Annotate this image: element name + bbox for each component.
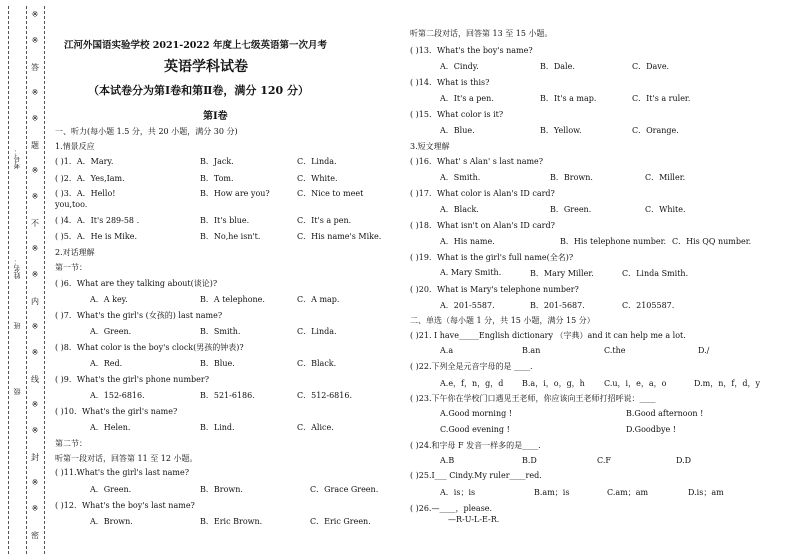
subsection-heading: 1.情景反应 [55,142,95,151]
option-a: A．Green. [90,327,132,336]
option-a: A．His name. [440,237,495,246]
option-c: C．Miller. [645,173,686,182]
question-17: ( )17．What color is Alan's ID card? [410,189,555,198]
seal-dashed-line [44,6,45,554]
question-8: ( )8．What color is the boy's clock(男孩的钟表)? [55,343,244,352]
seal-char: 封 [31,453,39,462]
option-a: A．Smith. [440,173,481,182]
question-11: ( )11.What's the girl's last name? [55,468,189,477]
option-a: A．201-5587. [440,301,495,310]
part-title: 第Ⅰ卷 [203,111,228,122]
part-heading: 第二节： [55,439,87,448]
option-b: B．Lind. [200,423,235,432]
part-heading: 第一节： [55,263,87,272]
option-a: A．Blue. [440,126,475,135]
option-b: B.an [522,346,541,355]
option-c-continued: you,too. [55,200,88,209]
option-b: B．Yellow. [540,126,582,135]
option-b: B．Smith. [200,327,241,336]
option-a: A．Brown. [90,517,133,526]
option-c: C．Linda Smith. [622,269,689,278]
option-b: B．How are you? [200,189,270,198]
option-b: B．Brown. [550,173,593,182]
question-20: ( )20．What is Mary's telephone number? [410,285,579,294]
seal-char: ※ [31,400,39,409]
seal-char: ※ [31,244,39,253]
option-b: B．Green. [550,205,592,214]
option-b: B．His telephone number. [560,237,667,246]
option-b: B．Eric Brown. [200,517,263,526]
option-c: C．512-6816. [297,391,352,400]
option-d: D./ [698,346,710,355]
option-a: A．Cindy. [440,62,479,71]
seal-char: 题 [31,141,39,150]
dialogue-line: —R-U-L-E-R. [448,515,500,524]
option-c: C．Orange. [632,126,679,135]
listening-note: 听第二段对话，回答第 13 至 15 小题。 [410,29,553,38]
option-c: C．Linda. [297,327,337,336]
question-5: ( )5．A．He is Mike. [55,232,137,241]
seal-char: ※ [31,166,39,175]
exam-number-label: 考号： [13,148,21,169]
option-b: B．Dale. [540,62,575,71]
option-c: C．Dave. [632,62,670,71]
question-10: ( )10．What's the girl's name? [55,407,178,416]
option-d: D.is；am [688,488,724,497]
option-a: A．A key. [90,295,128,304]
seal-char: ※ [31,114,39,123]
option-c: C．It's a ruler. [632,94,691,103]
option-b: B.a，i，o，g，h [522,379,585,388]
option-c: C．Nice to meet [297,189,364,198]
option-a: A．It's a pen. [440,94,494,103]
listening-note: 听第一段对话，回答第 11 至 12 小题。 [55,454,198,463]
option-a: A．Black. [440,205,479,214]
seal-char: ※ [31,10,39,19]
seal-char: 密 [31,531,39,540]
option-a: A．Helen. [90,423,131,432]
question-19: ( )19．What is the girl's full name(全名)? [410,253,574,262]
exam-subtitle: （本试卷分为第Ⅰ卷和第Ⅱ卷，满分 120 分） [88,84,310,97]
option-c: C．White. [645,205,686,214]
option-c: C．His QQ number. [672,237,752,246]
option-d: D.Goodbye ! [626,425,676,434]
question-14: ( )14．What is this? [410,78,490,87]
option-d: D.D [676,456,692,465]
section-heading: 一、听力(每小题 1.5 分，共 20 小题，满分 30 分) [55,127,238,136]
question-12: ( )12．What's the boy's last name? [55,501,195,510]
student-name-label: 姓名： [13,258,21,279]
question-2: ( )2．A．Yes,Iam. [55,174,125,183]
option-c: C.Good evening ! [440,425,510,434]
option-c: C.F [597,456,611,465]
option-a: A.Good morning ! [440,409,512,418]
option-c: C．A map. [297,295,340,304]
option-c: C．Black. [297,359,337,368]
seal-char: ※ [31,88,39,97]
exam-title: 英语学科试卷 [164,59,248,75]
question-21: ( )21. I have_____English dictionary （字典）and it can help me a lot. [410,331,686,340]
question-18: ( )18．What isn't on Alan's ID card? [410,221,555,230]
option-a: A.B [440,456,455,465]
option-b: B．201-5687. [530,301,585,310]
option-a: A．Green. [90,485,132,494]
seal-char: ※ [31,426,39,435]
option-c: C．Grace Green. [310,485,379,494]
option-a: A．152-6816. [90,391,145,400]
option-d: D.m，n，f，d，y [694,379,761,388]
question-4: ( )4．A．It's 289-58 . [55,216,140,225]
question-3: ( )3．A．Hello! [55,189,116,198]
question-1: ( )1．A．Mary. [55,157,114,166]
question-13: ( )13．What's the boy's name? [410,46,533,55]
seal-char: ※ [31,478,39,487]
question-25: ( )25.I___ Cindy.My ruler____red. [410,471,542,480]
option-c: C．Alice. [297,423,334,432]
subsection-heading: 2.对话理解 [55,248,95,257]
seal-char: 不 [31,219,39,228]
option-b: B.am；is [534,488,570,497]
option-b: B.Good afternoon ! [626,409,704,418]
binding-margin [0,0,46,560]
inner-dashed-line [26,6,27,554]
question-24: ( )24.和字母 F 发音一样多的是____. [410,441,541,450]
seal-char: 内 [31,297,39,306]
option-a: A.a [440,346,454,355]
seal-char: ※ [31,322,39,331]
subsection-heading: 3.短文理解 [410,142,450,151]
option-c: C．2105587. [622,301,675,310]
option-b: B.D [522,456,537,465]
option-c: C．His name's Mike. [297,232,382,241]
school-line: 江河外国语实验学校 2021-2022 年度上七级英语第一次月考 [64,40,327,51]
option-a: A．is；is [440,488,476,497]
section-heading: 二、单选（每小题 1 分，共 15 小题，满分 15 分） [410,316,595,325]
question-26: ( )26.—____，please. [410,504,493,513]
option-c: C.am；am [607,488,649,497]
option-c: C.the [604,346,626,355]
option-b: B．No,he isn't. [200,232,261,241]
seal-char: 答 [31,63,39,72]
class-label-ji: 级 [13,388,21,395]
option-b: B．Jack. [200,157,234,166]
question-15: ( )15．What color is it? [410,110,504,119]
option-b: B．Tom. [200,174,234,183]
option-b: B．521-6186. [200,391,255,400]
option-c: C.u，i，e，a，o [604,379,667,388]
seal-char: ※ [31,36,39,45]
question-22: ( )22.下列全是元音字母的是 ____. [410,362,533,371]
question-23: ( )23.下午你在学校门口遇见王老师，你应该向王老师打招呼说：____ [410,394,656,403]
seal-char: 线 [31,375,39,384]
option-b: B．Blue. [200,359,235,368]
seal-char: ※ [31,192,39,201]
seal-char: ※ [31,504,39,513]
option-b: B．It's blue. [200,216,250,225]
question-16: ( )16．What' s Alan' s last name? [410,157,544,166]
seal-char: ※ [31,270,39,279]
option-c: C．Linda. [297,157,337,166]
question-9: ( )9．What's the girl's phone number? [55,375,210,384]
option-a: A.e，f，n，g，d [440,379,504,388]
option-c: C．Eric Green. [310,517,371,526]
option-b: B．Brown. [200,485,243,494]
class-label-ban: 班 [13,322,21,329]
option-b: B．Mary Miller. [530,269,594,278]
seal-char: ※ [31,348,39,357]
question-7: ( )7．What's the girl's (女孩的) last name? [55,311,223,320]
option-b: B．It's a map. [540,94,597,103]
option-c: C．White. [297,174,338,183]
outer-dashed-line [8,6,9,554]
option-c: C．It's a pen. [297,216,352,225]
option-b: B．A telephone. [200,295,265,304]
question-6: ( )6．What are they talking about(谈论)? [55,279,218,288]
option-a: A. Mary Smith. [440,268,502,277]
option-a: A．Red. [90,359,123,368]
